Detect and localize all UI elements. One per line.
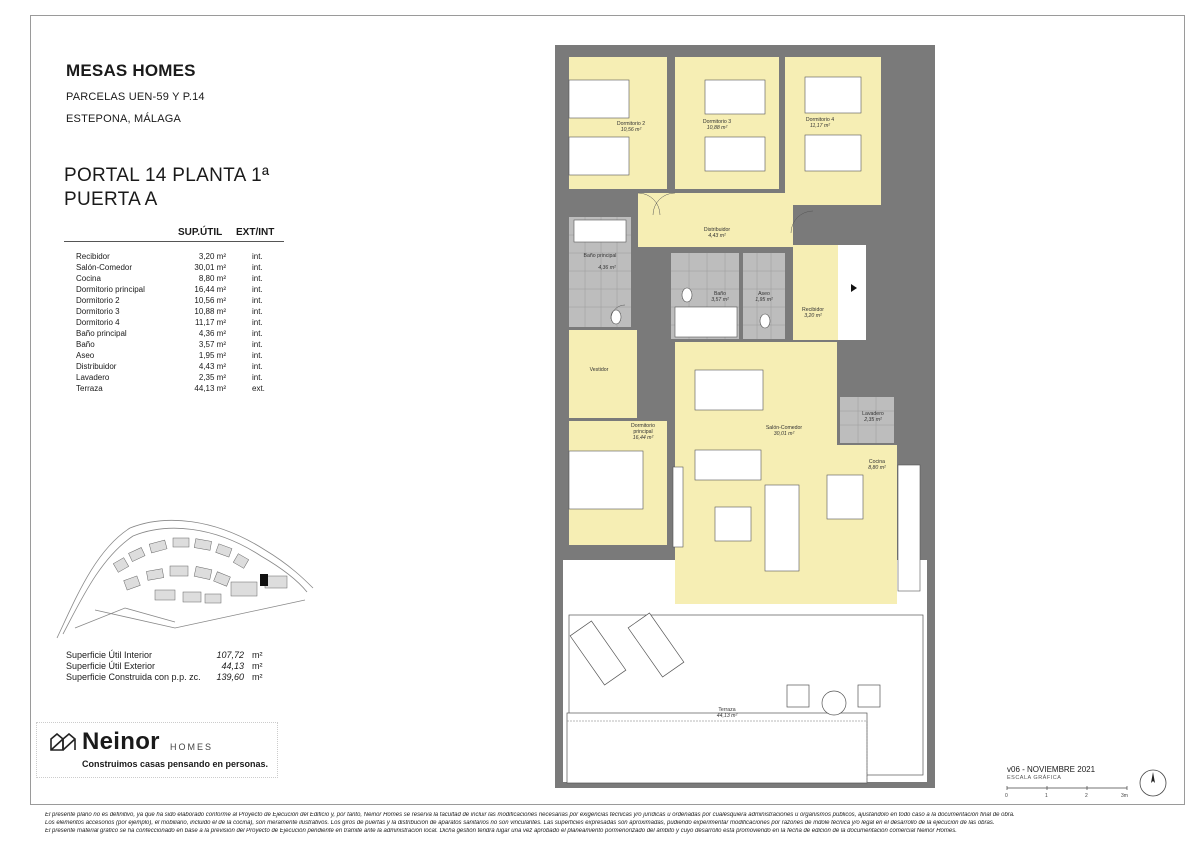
label-distribuidor: Distribuidor — [703, 227, 731, 233]
project-location: ESTEPONA, MÁLAGA — [66, 113, 182, 125]
room-area: 10,88 m² — [194, 307, 226, 316]
kitchen-island — [827, 475, 863, 519]
header-type: EXT/INT — [236, 227, 275, 238]
room-type: int. — [252, 362, 263, 371]
room-name: Aseo — [76, 351, 95, 360]
disclaimer-line-2: Los elementos accesorios (por ejemplo), el mobiliario, incluido el de la cocina), son meramente ilustrativos. Los giros de puertas y la distribución de aparatos sanitarios no son vinculantes. Las superficies expresadas son aproximadas, pudiendo experimentar modificaciones por razones de índole técnica y/o legal en el desarrollo de la ejecución de las obras. — [45, 820, 995, 826]
bathtub — [574, 220, 626, 242]
terrace-table — [822, 691, 846, 715]
area-bano-principal: 4,36 m² — [598, 265, 616, 271]
label-cocina: Cocina — [868, 459, 886, 465]
disclaimer-line-1: El presente plano no es definitivo, ya que ha sido elaborado conforme al Proyecto de Ejecución del Edificio y, por tanto, Neinor Homes se reserva la facultad de incluir las modificaciones necesarias por exigencias técnicas y/o jurídicas u ordenadas por cualesquiera administraciones u organismos públicos, ajustándolo en todo caso a la documentación final de obra. — [45, 812, 1015, 818]
room-type: int. — [252, 318, 263, 327]
brand-suffix: HOMES — [170, 742, 214, 752]
area-bano: 3,57 m² — [711, 297, 729, 303]
area-dorm4: 11,17 m² — [809, 123, 831, 129]
room-name: Distribuidor — [76, 362, 117, 371]
room-name: Baño — [76, 340, 95, 349]
area-salon: 30,01 m² — [773, 431, 795, 437]
bed-dorm2-b — [569, 137, 629, 175]
room-name: Recibidor — [76, 252, 110, 261]
label-dorm-principal-2: principal — [633, 429, 653, 435]
areas-table-row — [64, 372, 284, 383]
bed-principal — [569, 451, 643, 509]
surface-built-unit: m² — [252, 672, 263, 682]
label-dorm-principal-1: Dormitorio — [631, 423, 655, 429]
toilet — [760, 314, 770, 328]
door-title: PUERTA A — [64, 189, 158, 210]
room-type: int. — [252, 329, 263, 338]
room-area: 1,95 m² — [198, 351, 226, 360]
areas-table-row — [64, 328, 284, 339]
scale-tick-3: 3m — [1121, 793, 1128, 799]
room-area: 3,57 m² — [198, 340, 226, 349]
project-plots: PARCELAS UEN-59 Y P.14 — [66, 91, 205, 103]
label-bano-principal: Baño principal — [583, 253, 617, 259]
room-name: Dormitorio principal — [76, 285, 145, 294]
scale-tick-0: 0 — [1005, 793, 1008, 799]
areas-table-row — [64, 284, 284, 295]
surface-interior — [66, 650, 263, 660]
surface-built-value: 139,60 — [216, 672, 244, 682]
terrace-chair — [787, 685, 809, 707]
room-vestidor — [569, 330, 637, 418]
brand-name: Neinor — [82, 728, 160, 755]
areas-table — [64, 227, 284, 394]
room-name: Dormitorio 4 — [76, 318, 120, 327]
surface-exterior-value: 44,13 — [221, 661, 244, 671]
areas-table-row — [64, 317, 284, 328]
room-recibidor — [793, 245, 838, 340]
surface-exterior — [66, 661, 263, 671]
room-type: int. — [252, 373, 263, 382]
room-area: 16,44 m² — [194, 285, 226, 294]
area-terraza: 44,13 m² — [716, 713, 738, 719]
area-dorm3: 10,88 m² — [706, 125, 728, 131]
label-salon: Salón-Comedor — [765, 425, 803, 431]
area-dorm-principal: 16,44 m² — [632, 435, 654, 441]
room-area: 30,01 m² — [194, 263, 226, 272]
areas-table-row — [64, 383, 284, 394]
label-dorm2: Dormitorio 2 — [616, 121, 646, 127]
graphic-scale — [1005, 785, 1135, 799]
label-dorm3: Dormitorio 3 — [702, 119, 732, 125]
room-name: Lavadero — [76, 373, 110, 382]
room-type: int. — [252, 340, 263, 349]
label-terraza: Terraza — [718, 707, 736, 713]
room-area: 4,43 m² — [198, 362, 226, 371]
surface-interior-value: 107,72 — [216, 650, 244, 660]
terrace-chair — [858, 685, 880, 707]
room-name: Baño principal — [76, 329, 127, 338]
room-area: 3,20 m² — [198, 252, 226, 261]
surface-interior-label: Superficie Útil Interior — [66, 650, 153, 660]
room-area: 8,80 m² — [198, 274, 226, 283]
room-type: int. — [252, 307, 263, 316]
areas-table-row — [64, 262, 284, 273]
label-lavadero: Lavadero — [862, 411, 884, 417]
room-name: Salón-Comedor — [76, 263, 133, 272]
scale-tick-2: 2 — [1085, 793, 1088, 799]
toilet — [682, 288, 692, 302]
label-vestidor: Vestidor — [589, 367, 609, 373]
plan-version: v06 - NOVIEMBRE 2021 — [1007, 765, 1096, 774]
room-type: int. — [252, 351, 263, 360]
room-type: int. — [252, 296, 263, 305]
room-area: 2,35 m² — [198, 373, 226, 382]
shower — [675, 307, 737, 337]
room-area: 10,56 m² — [194, 296, 226, 305]
scale-label: ESCALA GRÁFICA — [1007, 775, 1062, 781]
portal-title: PORTAL 14 PLANTA 1ª — [64, 165, 270, 186]
surface-built — [66, 672, 263, 682]
bed-dorm3 — [705, 80, 765, 114]
disclaimer-line-3: El presente material gráfico se ha confeccionado en base a la previsión del Proyecto de Ejecución pendiente en trámite ante la administración local. Dicha gestión tendrá lugar una vez aprobado el planeamiento pormenorizado del ámbito y cuyo desarrollo está promoviendo en la fecha de edición de la documentación comercial Neinor Homes. — [45, 828, 957, 834]
areas-table-row — [64, 350, 284, 361]
bed-dorm2 — [569, 80, 629, 118]
areas-table-row — [64, 251, 284, 262]
location-marker — [260, 574, 268, 586]
area-distribuidor: 4,43 m² — [708, 233, 726, 239]
area-recibidor: 3,20 m² — [804, 313, 822, 319]
sideboard — [765, 485, 799, 571]
room-area: 44,13 m² — [194, 384, 226, 393]
areas-table-row — [64, 273, 284, 284]
areas-table-row — [64, 361, 284, 372]
kitchen-counter — [898, 465, 920, 591]
label-dorm4: Dormitorio 4 — [805, 117, 835, 123]
bed-dorm4-b — [805, 135, 861, 171]
bed-dorm3-b — [705, 137, 765, 171]
room-name: Dormitorio 2 — [76, 296, 120, 305]
sofa — [695, 450, 761, 480]
area-dorm2: 10,56 m² — [620, 127, 642, 133]
site-location-map — [55, 510, 315, 640]
room-type: int. — [252, 263, 263, 272]
area-lavadero: 2,35 m² — [864, 417, 882, 423]
surface-exterior-label: Superficie Útil Exterior — [66, 661, 156, 671]
bed-dorm4 — [805, 77, 861, 113]
floor-plan — [555, 45, 945, 795]
surface-interior-unit: m² — [252, 650, 263, 660]
room-name: Terraza — [76, 384, 103, 393]
areas-table-row — [64, 295, 284, 306]
label-bano: Baño — [713, 291, 727, 297]
room-name: Cocina — [76, 274, 101, 283]
room-area: 11,17 m² — [195, 318, 226, 327]
room-type: int. — [252, 274, 263, 283]
areas-table-header — [64, 227, 284, 242]
room-area: 4,36 m² — [198, 329, 226, 338]
area-cocina: 8,80 m² — [868, 465, 886, 471]
areas-table-row — [64, 306, 284, 317]
room-cocina — [837, 445, 897, 604]
room-type: ext. — [252, 384, 265, 393]
surface-built-label: Superficie Construida con p.p. zc. — [66, 672, 201, 682]
label-aseo: Aseo — [758, 291, 770, 297]
brand-box — [36, 722, 278, 778]
north-arrow-icon — [1138, 768, 1168, 798]
dining-table — [695, 370, 763, 410]
tv-unit — [673, 467, 683, 547]
header-area: SUP.ÚTIL — [178, 227, 223, 238]
project-name: MESAS HOMES — [66, 61, 196, 80]
scale-tick-1: 1 — [1045, 793, 1048, 799]
brand-tagline: Construimos casas pensando en personas. — [82, 759, 269, 769]
room-type: int. — [252, 285, 263, 294]
areas-table-row — [64, 339, 284, 350]
area-aseo: 1,95 m² — [755, 297, 773, 303]
coffee-table — [715, 507, 751, 541]
surface-exterior-unit: m² — [252, 661, 263, 671]
room-name: Dormitorio 3 — [76, 307, 120, 316]
label-recibidor: Recibidor — [802, 307, 824, 313]
room-type: int. — [252, 252, 263, 261]
